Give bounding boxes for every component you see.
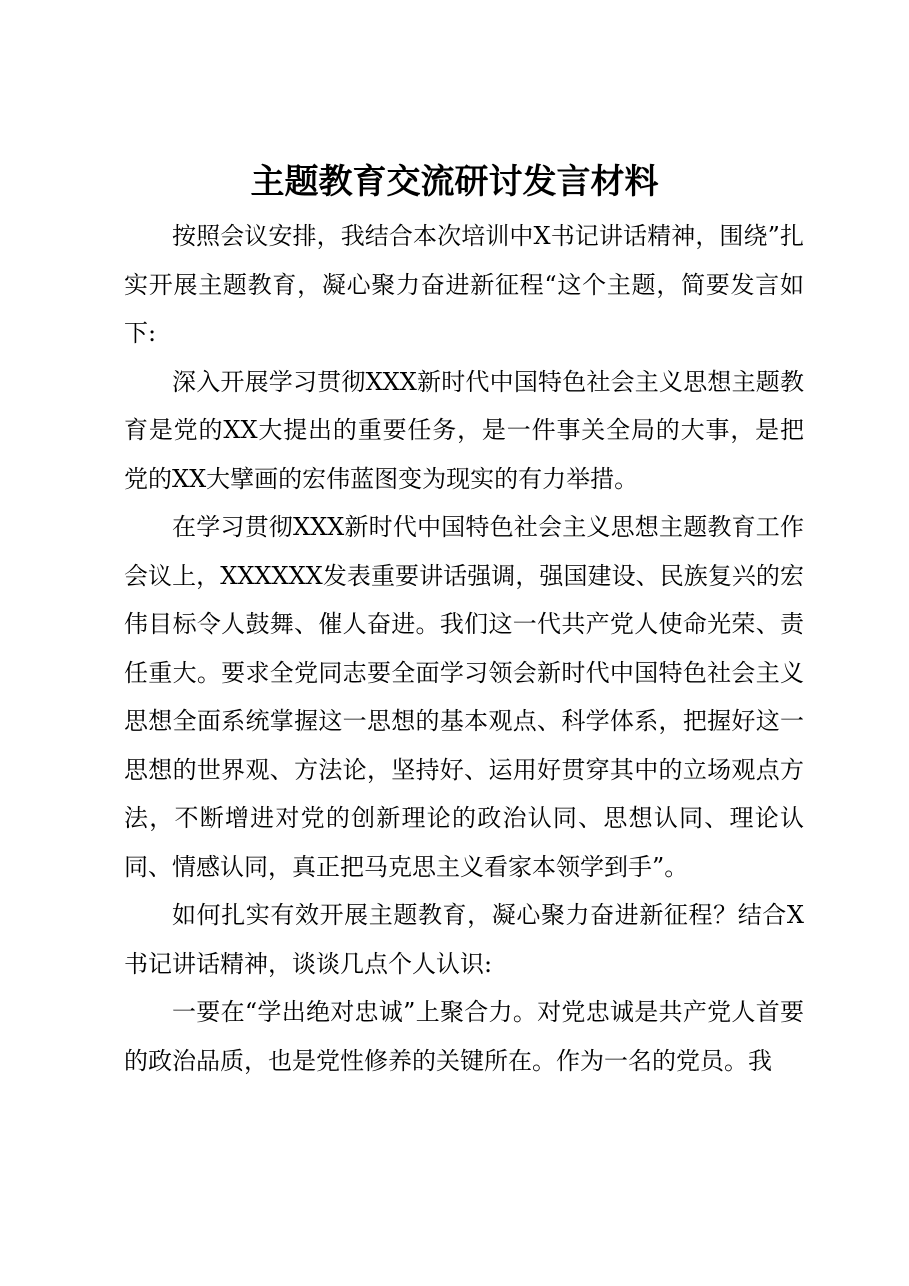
document-body [124,212,804,1085]
paragraph-point-one: 一要在“学出绝对忠诚”上聚合力。对党忠诚是共产党人首要的政治品质，也是党性修养的关键所在。作为一名的党员。我 [124,998,804,1075]
paragraph-significance: 深入开展学习贯彻XXX新时代中国特色社会主义思想主题教育是党的XX大提出的重要任务，是一件事关全局的大事，是把党的XX大擘画的宏伟蓝图变为现实的有力举措。 [124,367,804,493]
document-title: 主题教育交流研讨发言材料 [250,162,659,202]
paragraph-question: 如何扎实有效开展主题教育，凝心聚力奋进新征程？结合X书记讲话精神，谈谈几点个人认识: [124,901,804,978]
paragraph-intro: 按照会议安排，我结合本次培训中X书记讲话精神，围绕”扎实开展主题教育，凝心聚力奋进新征程“这个主题，简要发言如下: [124,222,804,347]
paragraph-meeting-speech: 在学习贯彻XXX新时代中国特色社会主义思想主题教育工作会议上，XXXXXX发表重要讲话强调，强国建设、民族复兴的宏伟目标令人鼓舞、催人奋进。我们这一代共产党人使命光荣、责任重大。要求全党同志要全面学习领会新时代中国特色社会主义思想全面系统掌握这一思想的基本观点、科学体系，把握好这一思想的世界观、方法论，坚持好、运用好贯穿其中的立场观点方法，不断增进对党的创新理论的政治认同、思想认同、理论认同、情感认同，真正把马克思主义看家本领学到手”。 [124,513,804,881]
